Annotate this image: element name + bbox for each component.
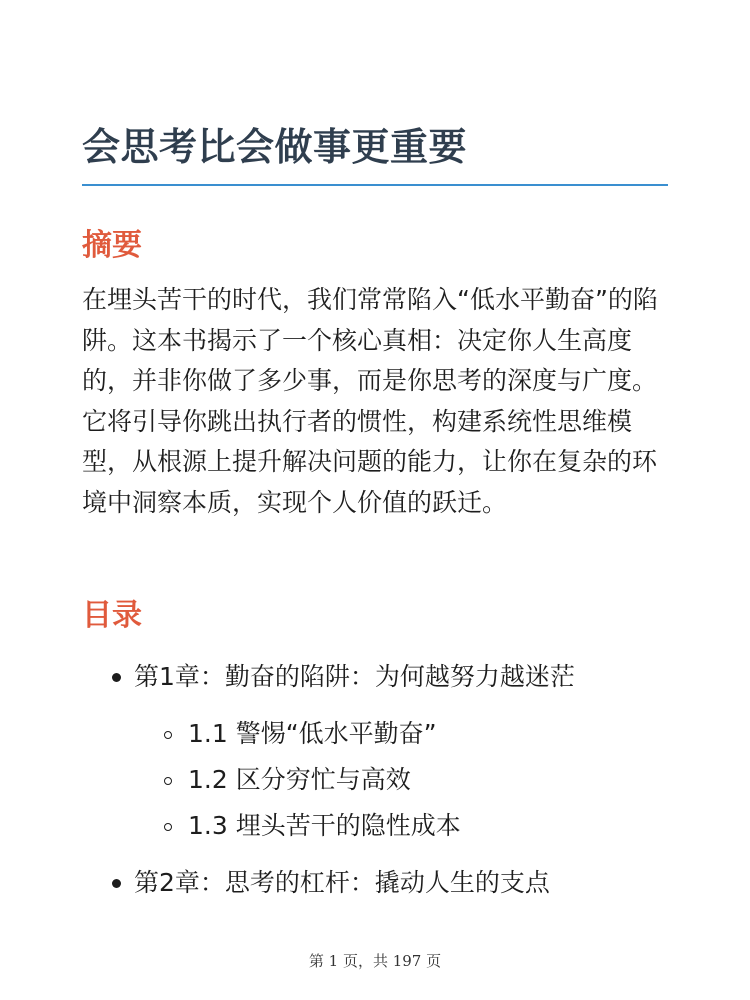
title-divider <box>82 184 668 186</box>
bullet-dot-icon <box>112 673 121 682</box>
bullet-circle-icon <box>164 731 172 739</box>
toc-item-label: 1.1 警惕“低水平勤奋” <box>188 719 437 748</box>
bullet-dot-icon <box>112 879 121 888</box>
bullet-circle-icon <box>164 777 172 785</box>
toc-item-label: 1.3 埋头苦干的隐性成本 <box>188 811 461 840</box>
toc-item-label: 1.2 区分穷忙与高效 <box>188 765 411 794</box>
page-title: 会思考比会做事更重要 <box>82 125 468 169</box>
bullet-circle-icon <box>164 823 172 831</box>
abstract-heading: 摘要 <box>82 228 142 263</box>
toc-item-label: 第1章：勤奋的陷阱：为何越努力越迷茫 <box>134 662 575 691</box>
toc-item-label: 第2章：思考的杠杆：撬动人生的支点 <box>134 868 550 897</box>
toc-heading: 目录 <box>82 598 142 633</box>
abstract-paragraph: 在埋头苦干的时代，我们常常陷入“低水平勤奋”的陷阱。这本书揭示了一个核心真相：决定你人生高度的，并非你做了多少事，而是你思考的深度与广度。它将引导你跳出执行者的惯性，构建系统性思维模型，从根源上提升解决问题的能力，让你在复杂的环境中洞察本质，实现个人价值的跃迁。 <box>82 285 658 517</box>
page-number-footer: 第 1 页，共 197 页 <box>308 952 442 970</box>
